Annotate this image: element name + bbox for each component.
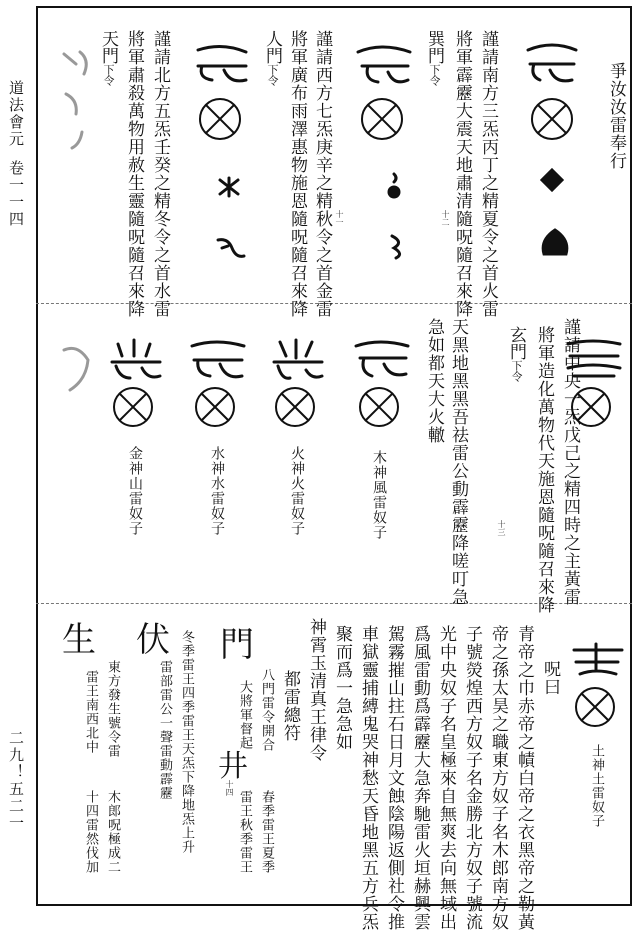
talisman-number: 十三 [497, 520, 506, 536]
talisman-seal-circle [110, 384, 156, 430]
talisman-earth-glyph [566, 640, 630, 680]
talisman-number: 十二 [441, 210, 450, 226]
talisman-orb-mark [384, 172, 404, 200]
command-label: 下令 [510, 360, 523, 382]
text-column-b15b: 木郎呪極成二 [105, 790, 120, 874]
talisman-fire-glyph-2 [266, 336, 330, 384]
talisman-water-glyph [190, 40, 254, 90]
talisman-seal-circle [196, 95, 244, 143]
text-column-b13: 冬季雷王四季雷王天炁下降地炁上升 [179, 630, 194, 854]
spell-title: 呪曰 [540, 660, 560, 696]
text-column-b6: 駕霧摧山拄石日月文蝕陰陽返側社令推 [384, 625, 404, 931]
text-column-b12: 大將軍督起 [237, 680, 252, 750]
talisman-seal-circle [528, 95, 576, 143]
talisman-large-glyph: 生 [62, 620, 96, 660]
text-column-b7: 車獄靈捕縛鬼哭神愁天昏地黑五方兵炁 [358, 625, 378, 931]
label-metal-thunder: 金神山雷奴子 [127, 446, 143, 536]
talisman-seal-circle [272, 384, 318, 430]
text-column-b9: 神霄玉清真王律令 [306, 618, 326, 762]
talisman-number: 十四 [225, 780, 234, 796]
text-column-center-3 [506, 326, 526, 382]
text-column-b11b: 春季雷王夏季 [259, 790, 274, 874]
text-column-b4: 光中央奴子名皇極來自無爽去向無域出 [436, 625, 456, 931]
text-column-b16b: 十四雷然伐加 [83, 790, 98, 874]
talisman-fire-glyph [520, 40, 584, 90]
text-column-b3: 子號熒煌西方奴子名金勝北方奴子號流 [462, 625, 482, 931]
talisman-metal-glyph-2 [104, 336, 168, 384]
text-column-b16: 雷王南西北中 [83, 670, 98, 754]
text-column-b1: 青帝之巾赤帝之幘白帝之衣黑帝之勒黃 [514, 625, 534, 931]
talisman-small-glyph [388, 232, 408, 260]
text-column-b5: 爲風雷動爲霹靂大急奔馳雷火垣赫興雲 [410, 625, 430, 931]
gate-label: 巽門 [424, 30, 444, 64]
gate-label: 玄門 [506, 326, 526, 360]
talisman-knot-mark [216, 176, 242, 198]
text-column-incantation-1: 天黑地黑黑吾祛雷公動霹靂降嗟叮急 [448, 318, 468, 606]
label-fire-thunder: 火神火雷奴子 [289, 446, 305, 536]
text-column-center-2: 將軍造化萬物代天施恩隨呪隨召來降 [534, 326, 554, 614]
command-label: 下令 [102, 64, 115, 86]
command-label: 下令 [266, 64, 279, 86]
label-earth-thunder: 土神土雷奴子 [589, 744, 604, 828]
text-column-north-3 [98, 30, 118, 86]
talisman-number: 十一 [335, 210, 344, 226]
text-column-south-1: 謹請南方三炁丙丁之精夏令之首火雷 [478, 30, 498, 318]
talisman-water-glyph-2 [186, 336, 250, 384]
text-column-south-3 [424, 30, 444, 86]
text-column-b10: 都雷總符 [280, 670, 300, 742]
talisman-large-glyph: 門 [220, 625, 254, 665]
talisman-diamond-mark [540, 168, 564, 192]
heading-column: 爭汝汝雷奉行 [606, 62, 626, 170]
command-label: 下令 [428, 64, 441, 86]
gate-label: 天門 [98, 30, 118, 64]
talisman-faint-strokes [58, 44, 98, 154]
text-column-west-1: 謹請西方七炁庚辛之精秋令之首金雷 [312, 30, 332, 318]
page-number: 二九！五二一 [7, 730, 25, 832]
text-column-b2: 帝之孫太昊之職東方奴子名木郎南方奴 [488, 625, 508, 931]
talisman-wood-glyph [350, 336, 414, 384]
book-title: 道法會元 [7, 80, 25, 148]
talisman-seal-circle [568, 384, 614, 430]
talisman-seal-circle [572, 684, 618, 730]
volume-number: 卷一一四 [7, 160, 25, 228]
talisman-creature-mark [214, 234, 248, 262]
text-column-b12b: 雷王秋季雷王 [237, 790, 252, 874]
text-column-b11: 八門雷令開合 [259, 668, 274, 752]
text-column-b14: 雷部雷公一聲雷動霹靂 [157, 660, 172, 800]
text-column-south-2: 將軍霹靂大震天地肅清隨呪隨召來降 [452, 30, 472, 318]
text-column-north-2: 將軍肅殺萬物用赦生靈隨呪隨召來降 [124, 30, 144, 318]
text-column-west-3 [262, 30, 282, 86]
text-column-incantation-2: 急如都天大火轍 [424, 318, 444, 444]
text-column-center-1: 謹請中央一炁戊己之精四時之主黃雷 [560, 318, 580, 606]
text-column-b8: 聚而爲一急急如 [332, 625, 352, 751]
text-column-west-2: 將軍廣布雨澤惠物施恩隨呪隨召來降 [287, 30, 307, 318]
talisman-seal-circle [356, 384, 402, 430]
talisman-metal-glyph [352, 40, 416, 90]
talisman-flame-mark [538, 226, 572, 260]
label-wood-thunder: 木神風雷奴子 [371, 450, 387, 540]
gate-label: 人門 [262, 30, 282, 64]
text-column-b15: 東方發生號令雷 [105, 660, 120, 758]
label-water-thunder: 水神水雷奴子 [209, 446, 225, 536]
talisman-large-glyph: 井 [218, 749, 248, 784]
talisman-center-glyph [562, 336, 626, 384]
talisman-seal-circle [358, 95, 406, 143]
talisman-faint-strokes [58, 340, 98, 410]
talisman-large-glyph: 伏 [136, 620, 170, 660]
talisman-seal-circle [192, 384, 238, 430]
text-column-north-1: 謹請北方五炁壬癸之精冬令之首水雷 [150, 30, 170, 318]
